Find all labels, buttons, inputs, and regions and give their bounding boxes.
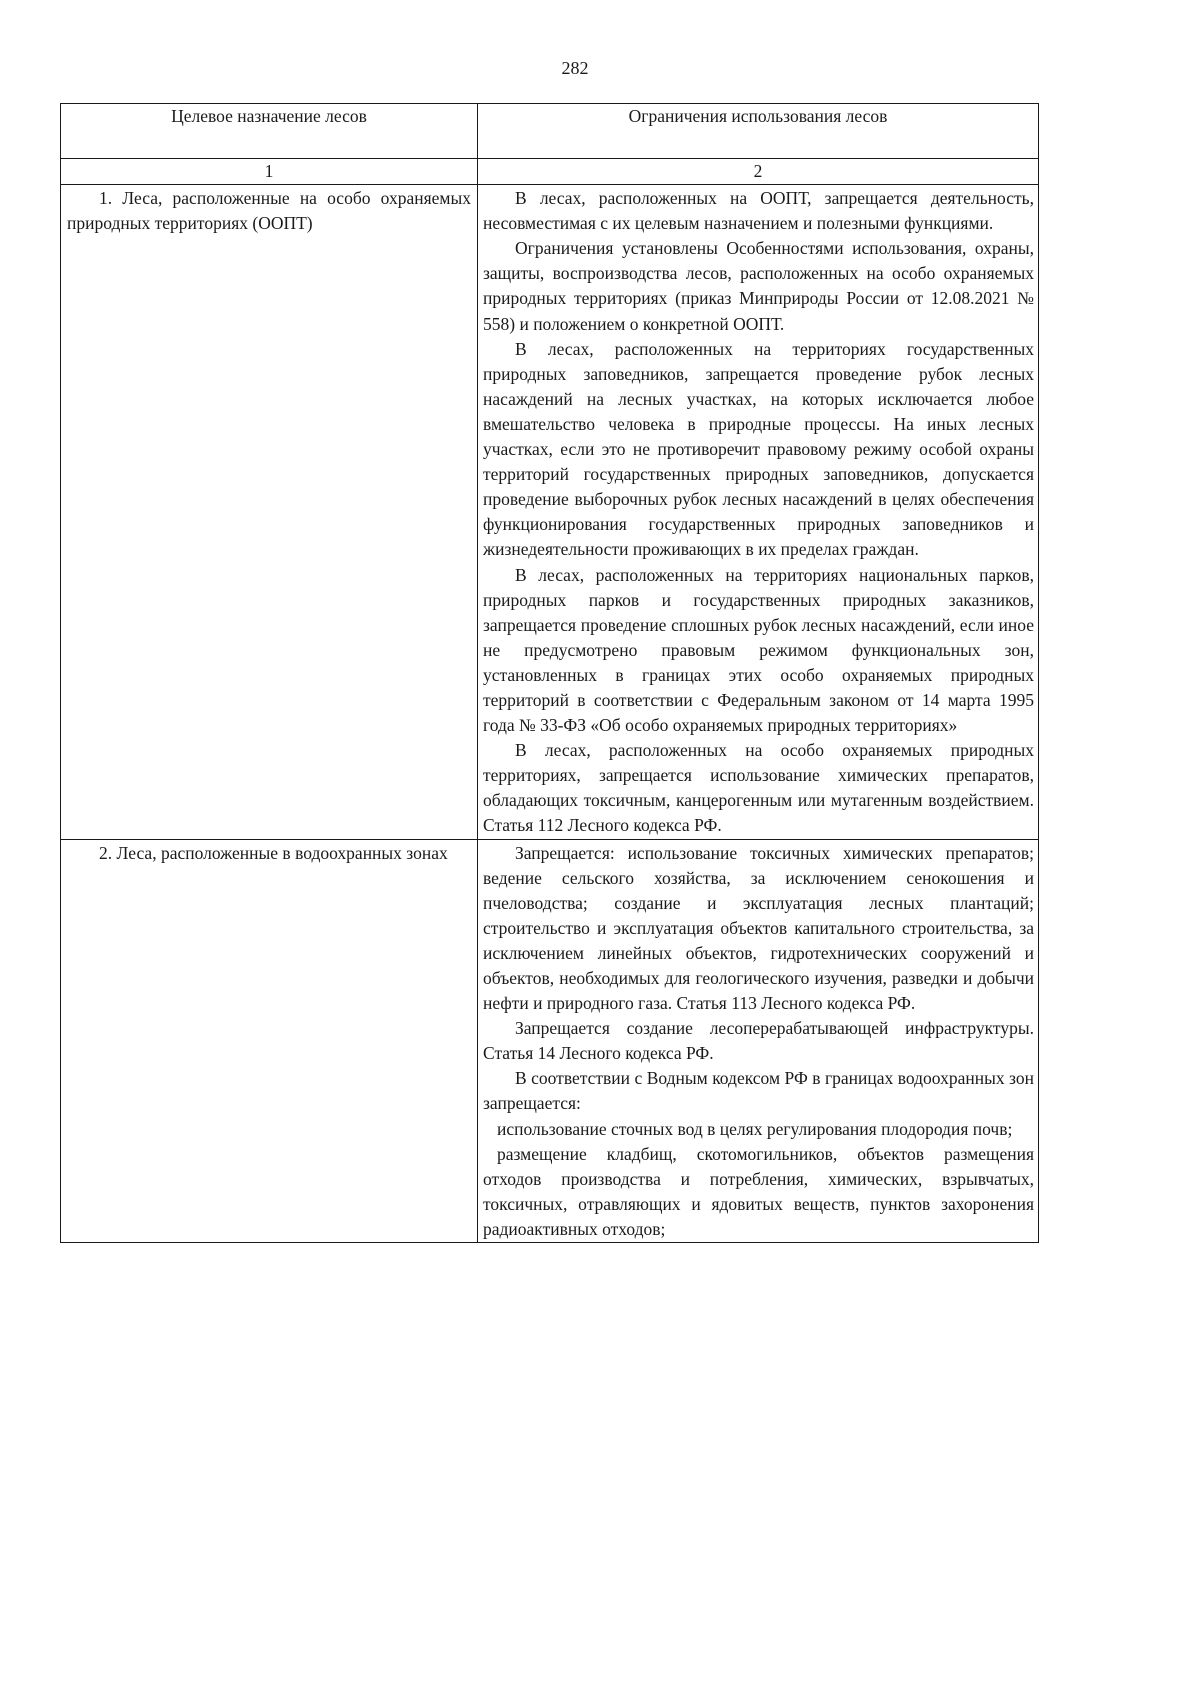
purpose-text: 1. Леса, расположенные на особо охраняемых природных территориях (ООПТ) (67, 188, 471, 234)
restriction-paragraph: Ограничения установлены Особенностями использования, охраны, защиты, воспроизводства лесов, расположенных на особо охраняемых природных территориях (приказ Минприроды России от 12.08.2021 № 558) и положением о конкретной ООПТ. (483, 238, 1034, 334)
column-number-row (61, 159, 1039, 185)
restriction-paragraph: В лесах, расположенных на территориях национальных парков, природных парков и государственных природных заказников, запрещается проведение сплошных рубок лесных насаждений, если иное не предусмотрено правовым режимом функциональных зон, установленных в границах этих особо охраняемых природных территорий в соответствии с Федеральным законом от 14 марта 1995 года № 33-ФЗ «Об особо охраняемых природных территориях» (483, 564, 1034, 736)
restriction-paragraph: размещение кладбищ, скотомогильников, объектов размещения отходов производства и потребления, химических, взрывчатых, токсичных, отравляющих и ядовитых веществ, пунктов захоронения радиоактивных отходов; (483, 1143, 1034, 1239)
column-number-1: 1 (61, 159, 478, 185)
restriction-paragraph: использование сточных вод в целях регулирования плодородия почв; (497, 1118, 1013, 1139)
restriction-paragraph: Запрещается: использование токсичных химических препаратов; ведение сельского хозяйства, за исключением сенокошения и пчеловодства; создание и эксплуатация лесных плантаций; строительство и эксплуатация объектов капитального строительства, за исключением линейных объектов, гидротехнических сооружений и объектов, необходимых для геологического изучения, разведки и добычи нефти и природного газа. Статья 113 Лесного кодекса РФ. (483, 842, 1034, 1014)
restrictions-cell (478, 839, 1039, 1243)
header-purpose: Целевое назначение лесов (61, 104, 478, 159)
table-row (61, 185, 1039, 839)
purpose-cell (61, 839, 478, 1243)
purpose-text: 2. Леса, расположенные в водоохранных зонах (99, 842, 448, 863)
column-number-2: 2 (478, 159, 1039, 185)
forest-restrictions-table (60, 103, 1039, 1243)
restriction-paragraph: В соответствии с Водным кодексом РФ в границах водоохранных зон запрещается: (483, 1068, 1034, 1114)
header-row (61, 104, 1039, 159)
page-number: 282 (561, 58, 589, 78)
purpose-cell (61, 185, 478, 839)
table-row (61, 839, 1039, 1243)
header-restrictions: Ограничения использования лесов (478, 104, 1039, 159)
restriction-paragraph: Запрещается создание лесоперерабатывающей инфраструктуры. Статья 14 Лесного кодекса РФ. (483, 1018, 1034, 1064)
restriction-paragraph: В лесах, расположенных на особо охраняемых природных территориях, запрещается использование химических препаратов, обладающих токсичным, канцерогенным или мутагенным воздействием. Статья 112 Лесного кодекса РФ. (483, 740, 1034, 836)
restriction-paragraph: В лесах, расположенных на территориях государственных природных заповедников, запрещается проведение рубок лесных насаждений на лесных участках, на которых исключается любое вмешательство человека в природные процессы. На иных лесных участках, если это не противоречит правовому режиму особой охраны территорий государственных природных заповедников, допускается проведение выборочных рубок лесных насаждений в целях обеспечения функционирования государственных природных заповедников и жизнедеятельности проживающих в их пределах граждан. (483, 338, 1034, 560)
restrictions-cell (478, 185, 1039, 839)
restriction-paragraph: В лесах, расположенных на ООПТ, запрещается деятельность, несовместимая с их целевым назначением и полезными функциями. (483, 188, 1034, 234)
